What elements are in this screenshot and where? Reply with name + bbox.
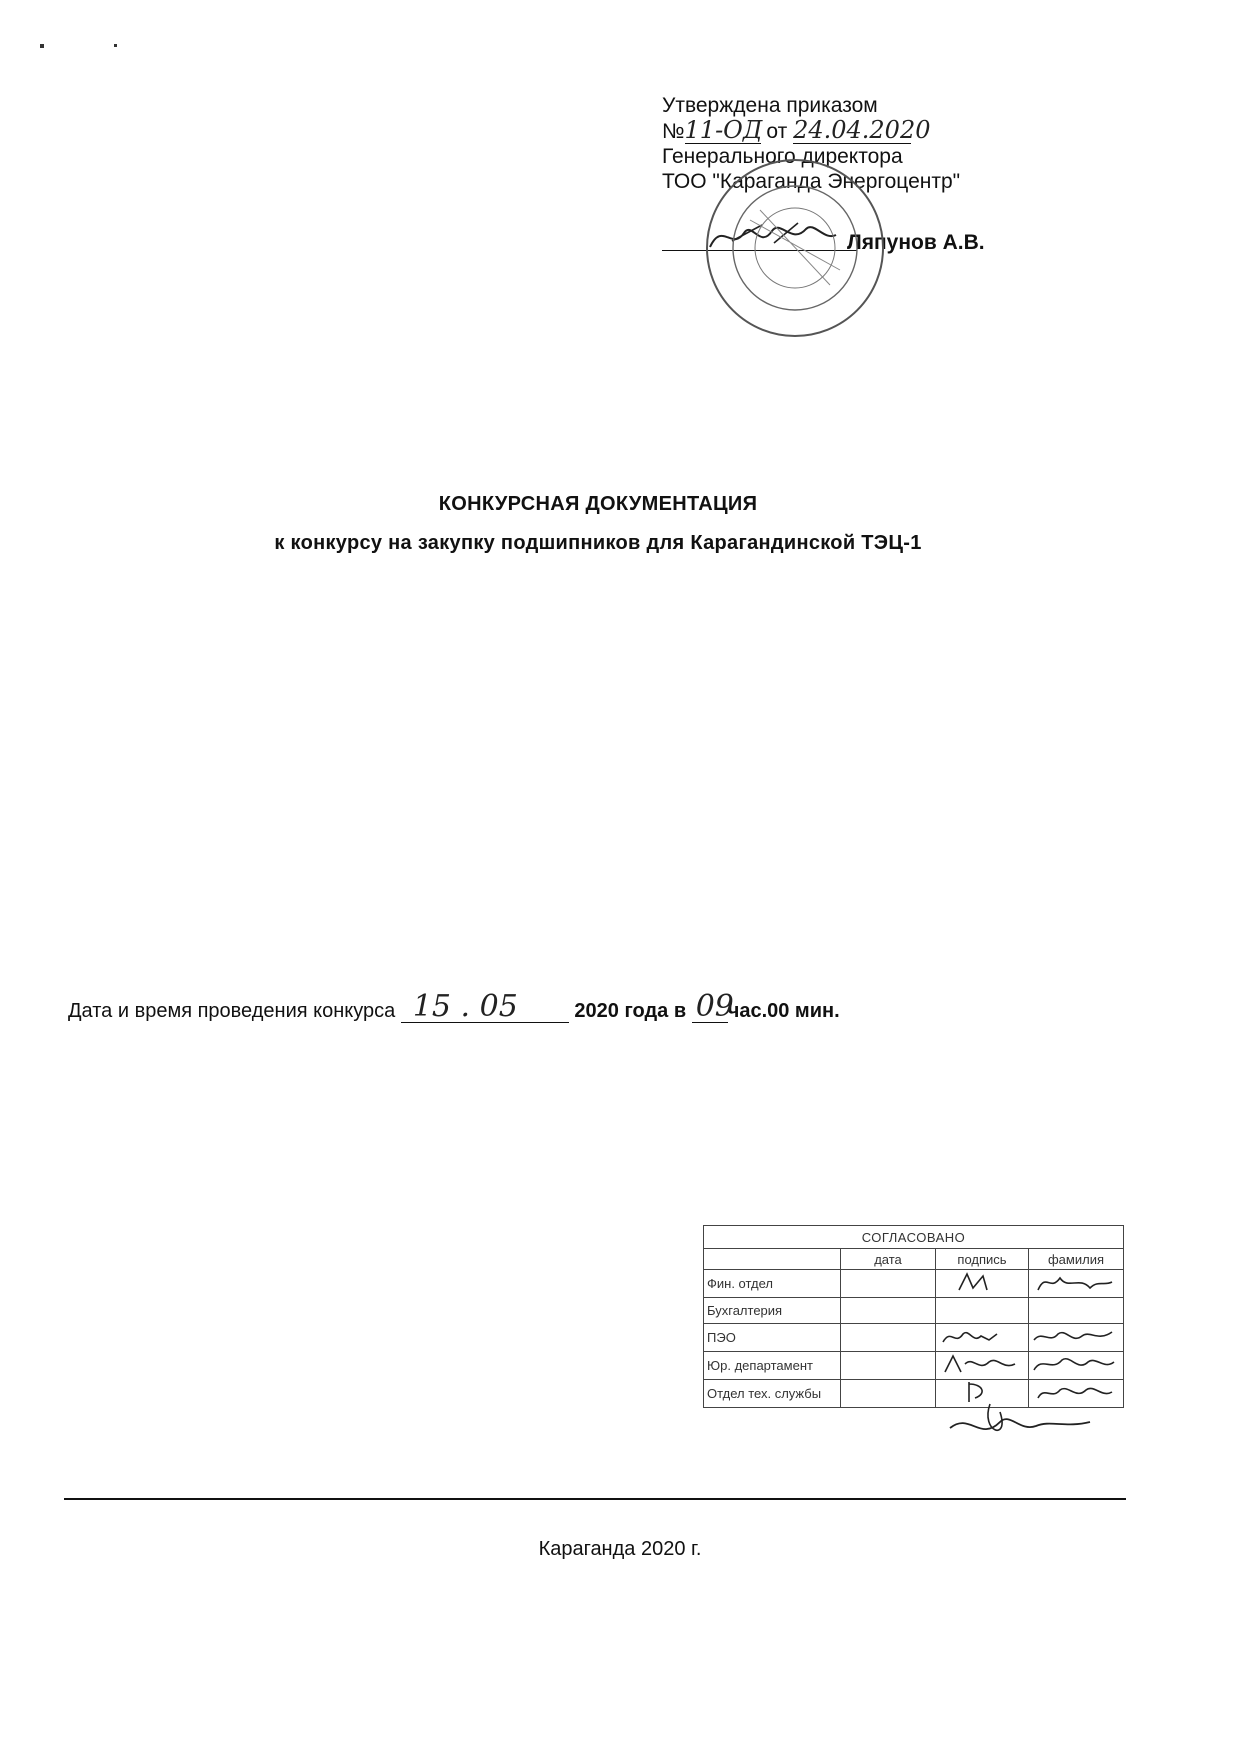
approval-flourish [940,1392,1100,1448]
agreement-table [703,1225,1124,1408]
document-title: КОНКУРСНАЯ ДОКУМЕНТАЦИЯ [438,493,758,515]
approval-order-line [662,118,960,144]
table-row [704,1352,1124,1380]
order-number-handwritten: 11-ОД [684,116,763,144]
corner-cell [704,1249,841,1270]
hour-blank [692,989,734,1024]
approval-line-3: Генерального директора [662,145,903,168]
dept-cell: Бухгалтерия [704,1298,841,1324]
dept-cell: Отдел тех. службы [704,1380,841,1408]
column-header: дата [841,1249,936,1270]
order-date-handwritten: 24.04.2020 [793,116,931,144]
surname-cell [1029,1324,1124,1352]
signature-cell [936,1352,1029,1380]
approval-line-1: Утверждена приказом [662,94,878,117]
table-row [704,1270,1124,1298]
date-cell [841,1298,936,1324]
scan-speck [40,44,44,48]
date-cell [841,1270,936,1298]
date-blank [401,989,569,1024]
date-cell [841,1380,936,1408]
table-row [704,1324,1124,1352]
signature-cell [936,1324,1029,1352]
table-row [704,1298,1124,1324]
signature-cell [936,1298,1029,1324]
date-handwritten: 15 . 05 [412,989,518,1024]
approval-line-4: ТОО "Караганда Энергоцентр" [662,170,961,193]
signer-name: Ляпунов А.В. [847,231,985,254]
dept-cell: Фин. отдел [704,1270,841,1298]
number-sign: № [662,120,685,143]
dept-cell: ПЭО [704,1324,841,1352]
date-cell [841,1352,936,1380]
footer-rule [64,1498,1126,1500]
column-header: подпись [936,1249,1029,1270]
scan-speck [114,44,117,47]
dept-cell: Юр. департамент [704,1352,841,1380]
date-label: Дата и время проведения конкурса [68,1000,396,1022]
column-header: фамилия [1029,1249,1124,1270]
from-word: от [766,120,788,143]
surname-cell [1029,1270,1124,1298]
hour-handwritten: 09 [695,989,734,1024]
year-text: 2020 года в [574,1000,687,1022]
footer-city-year: Караганда 2020 г. [538,1538,702,1560]
date-cell [841,1324,936,1352]
document-subtitle: к конкурсу на закупку подшипников для Карагандинской ТЭЦ-1 [274,532,922,554]
company-seal [690,150,910,350]
agreement-header: СОГЛАСОВАНО [704,1226,1124,1249]
time-text: час.00 мин. [727,1000,840,1022]
signature-cell [936,1270,1029,1298]
surname-cell [1029,1298,1124,1324]
contest-date-line [68,989,840,1024]
surname-cell [1029,1352,1124,1380]
